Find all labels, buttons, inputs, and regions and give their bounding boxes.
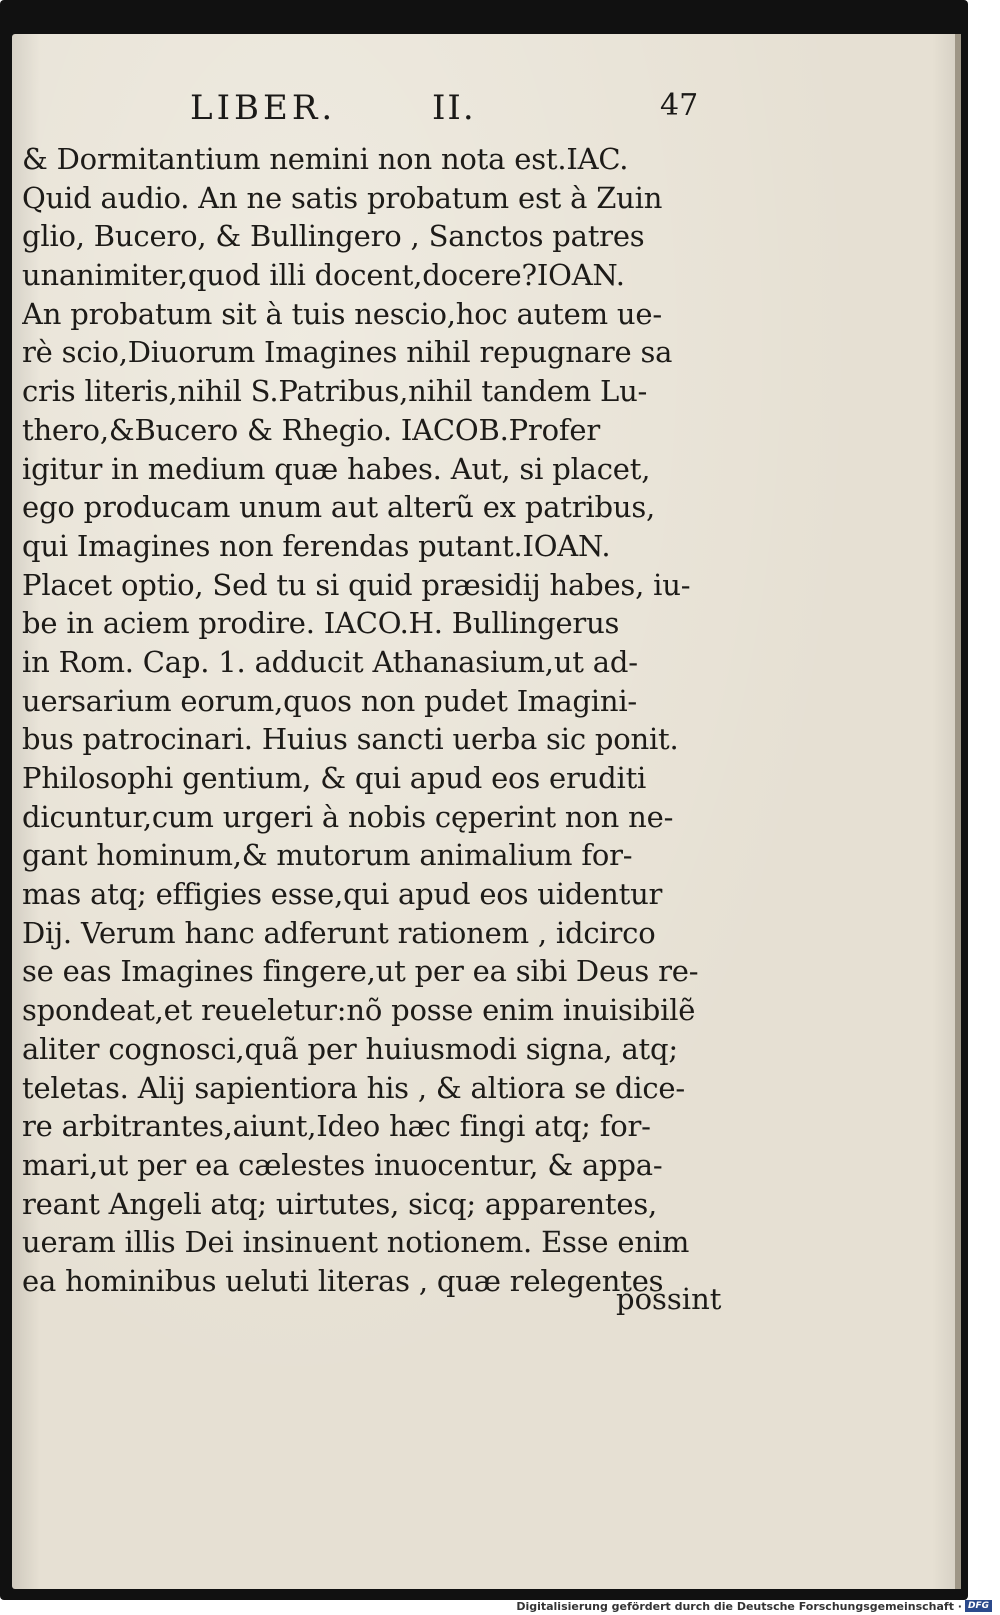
text-line: Dij. Verum hanc adferunt rationem , idcirco — [22, 915, 656, 950]
text-line: mas atq; effigies esse,qui apud eos uidentur — [22, 877, 663, 912]
running-title: LIBER. — [190, 88, 337, 128]
text-line: gant hominum,& mutorum animalium for- — [22, 838, 633, 873]
credit-text: Digitalisierung gefördert durch die Deutsche Forschungsgemeinschaft · — [516, 1599, 962, 1613]
text-line: re arbitrantes,aiunt,Ideo hæc fingi atq; for- — [22, 1109, 651, 1144]
text-line: igitur in medium quæ habes. Aut, si placet, — [22, 451, 651, 486]
page-header — [160, 88, 730, 138]
text-line: thero,&Bucero & Rhegio. IACOB.Profer — [22, 412, 600, 447]
page-edge — [955, 34, 961, 1589]
text-line: uersarium eorum,quos non pudet Imagini- — [22, 683, 637, 718]
text-line: spondeat,et reueletur:nõ posse enim inuisibilẽ — [22, 993, 696, 1028]
text-line: teletas. Alij sapientiora his , & altiora se dice- — [22, 1070, 685, 1105]
text-line: unanimiter,quod illi docent,docere?IOAN. — [22, 258, 625, 293]
body-text — [22, 140, 737, 1301]
text-line: An probatum sit à tuis nescio,hoc autem ue- — [22, 296, 662, 331]
text-line: bus patrocinari. Huius sancti uerba sic ponit. — [22, 722, 679, 757]
text-line: aliter cognosci,quã per huiusmodi signa, atq; — [22, 1031, 678, 1066]
text-line: ea hominibus ueluti literas , quæ relegentes — [22, 1263, 664, 1298]
text-line: ego producam unum aut alterũ ex patribus, — [22, 490, 656, 525]
page-number: 47 — [660, 88, 699, 123]
text-line: cris literis,nihil S.Patribus,nihil tandem Lu- — [22, 374, 648, 409]
text-line: se eas Imagines fingere,ut per ea sibi Deus re- — [22, 954, 699, 989]
book-number: II. — [432, 88, 476, 128]
digitization-credit — [516, 1599, 992, 1613]
text-line: Quid audio. An ne satis probatum est à Zuin — [22, 180, 663, 215]
text-line: qui Imagines non ferendas putant.IOAN. — [22, 528, 611, 563]
text-line: mari,ut per ea cælestes inuocentur, & appa- — [22, 1147, 663, 1182]
text-line: dicuntur,cum urgeri à nobis cęperint non ne- — [22, 799, 674, 834]
text-line: glio, Bucero, & Bullingero , Sanctos patres — [22, 219, 645, 254]
text-line: Philosophi gentium, & qui apud eos eruditi — [22, 761, 647, 795]
text-line: ueram illis Dei insinuent notionem. Esse enim — [22, 1225, 690, 1260]
text-line: & Dormitantium nemini non nota est.IAC. — [22, 142, 629, 176]
text-line: Placet optio, Sed tu si quid præsidij habes, iu- — [22, 567, 691, 602]
catchword: possint — [616, 1282, 722, 1316]
text-line: in Rom. Cap. 1. adducit Athanasium,ut ad- — [22, 644, 638, 679]
text-line: be in aciem prodire. IACO.H. Bullingerus — [22, 606, 620, 641]
dfg-logo: DFG — [965, 1600, 992, 1612]
text-line: reant Angeli atq; uirtutes, sicq; apparentes, — [22, 1186, 658, 1221]
text-line: rè scio,Diuorum Imagines nihil repugnare sa — [22, 335, 673, 370]
